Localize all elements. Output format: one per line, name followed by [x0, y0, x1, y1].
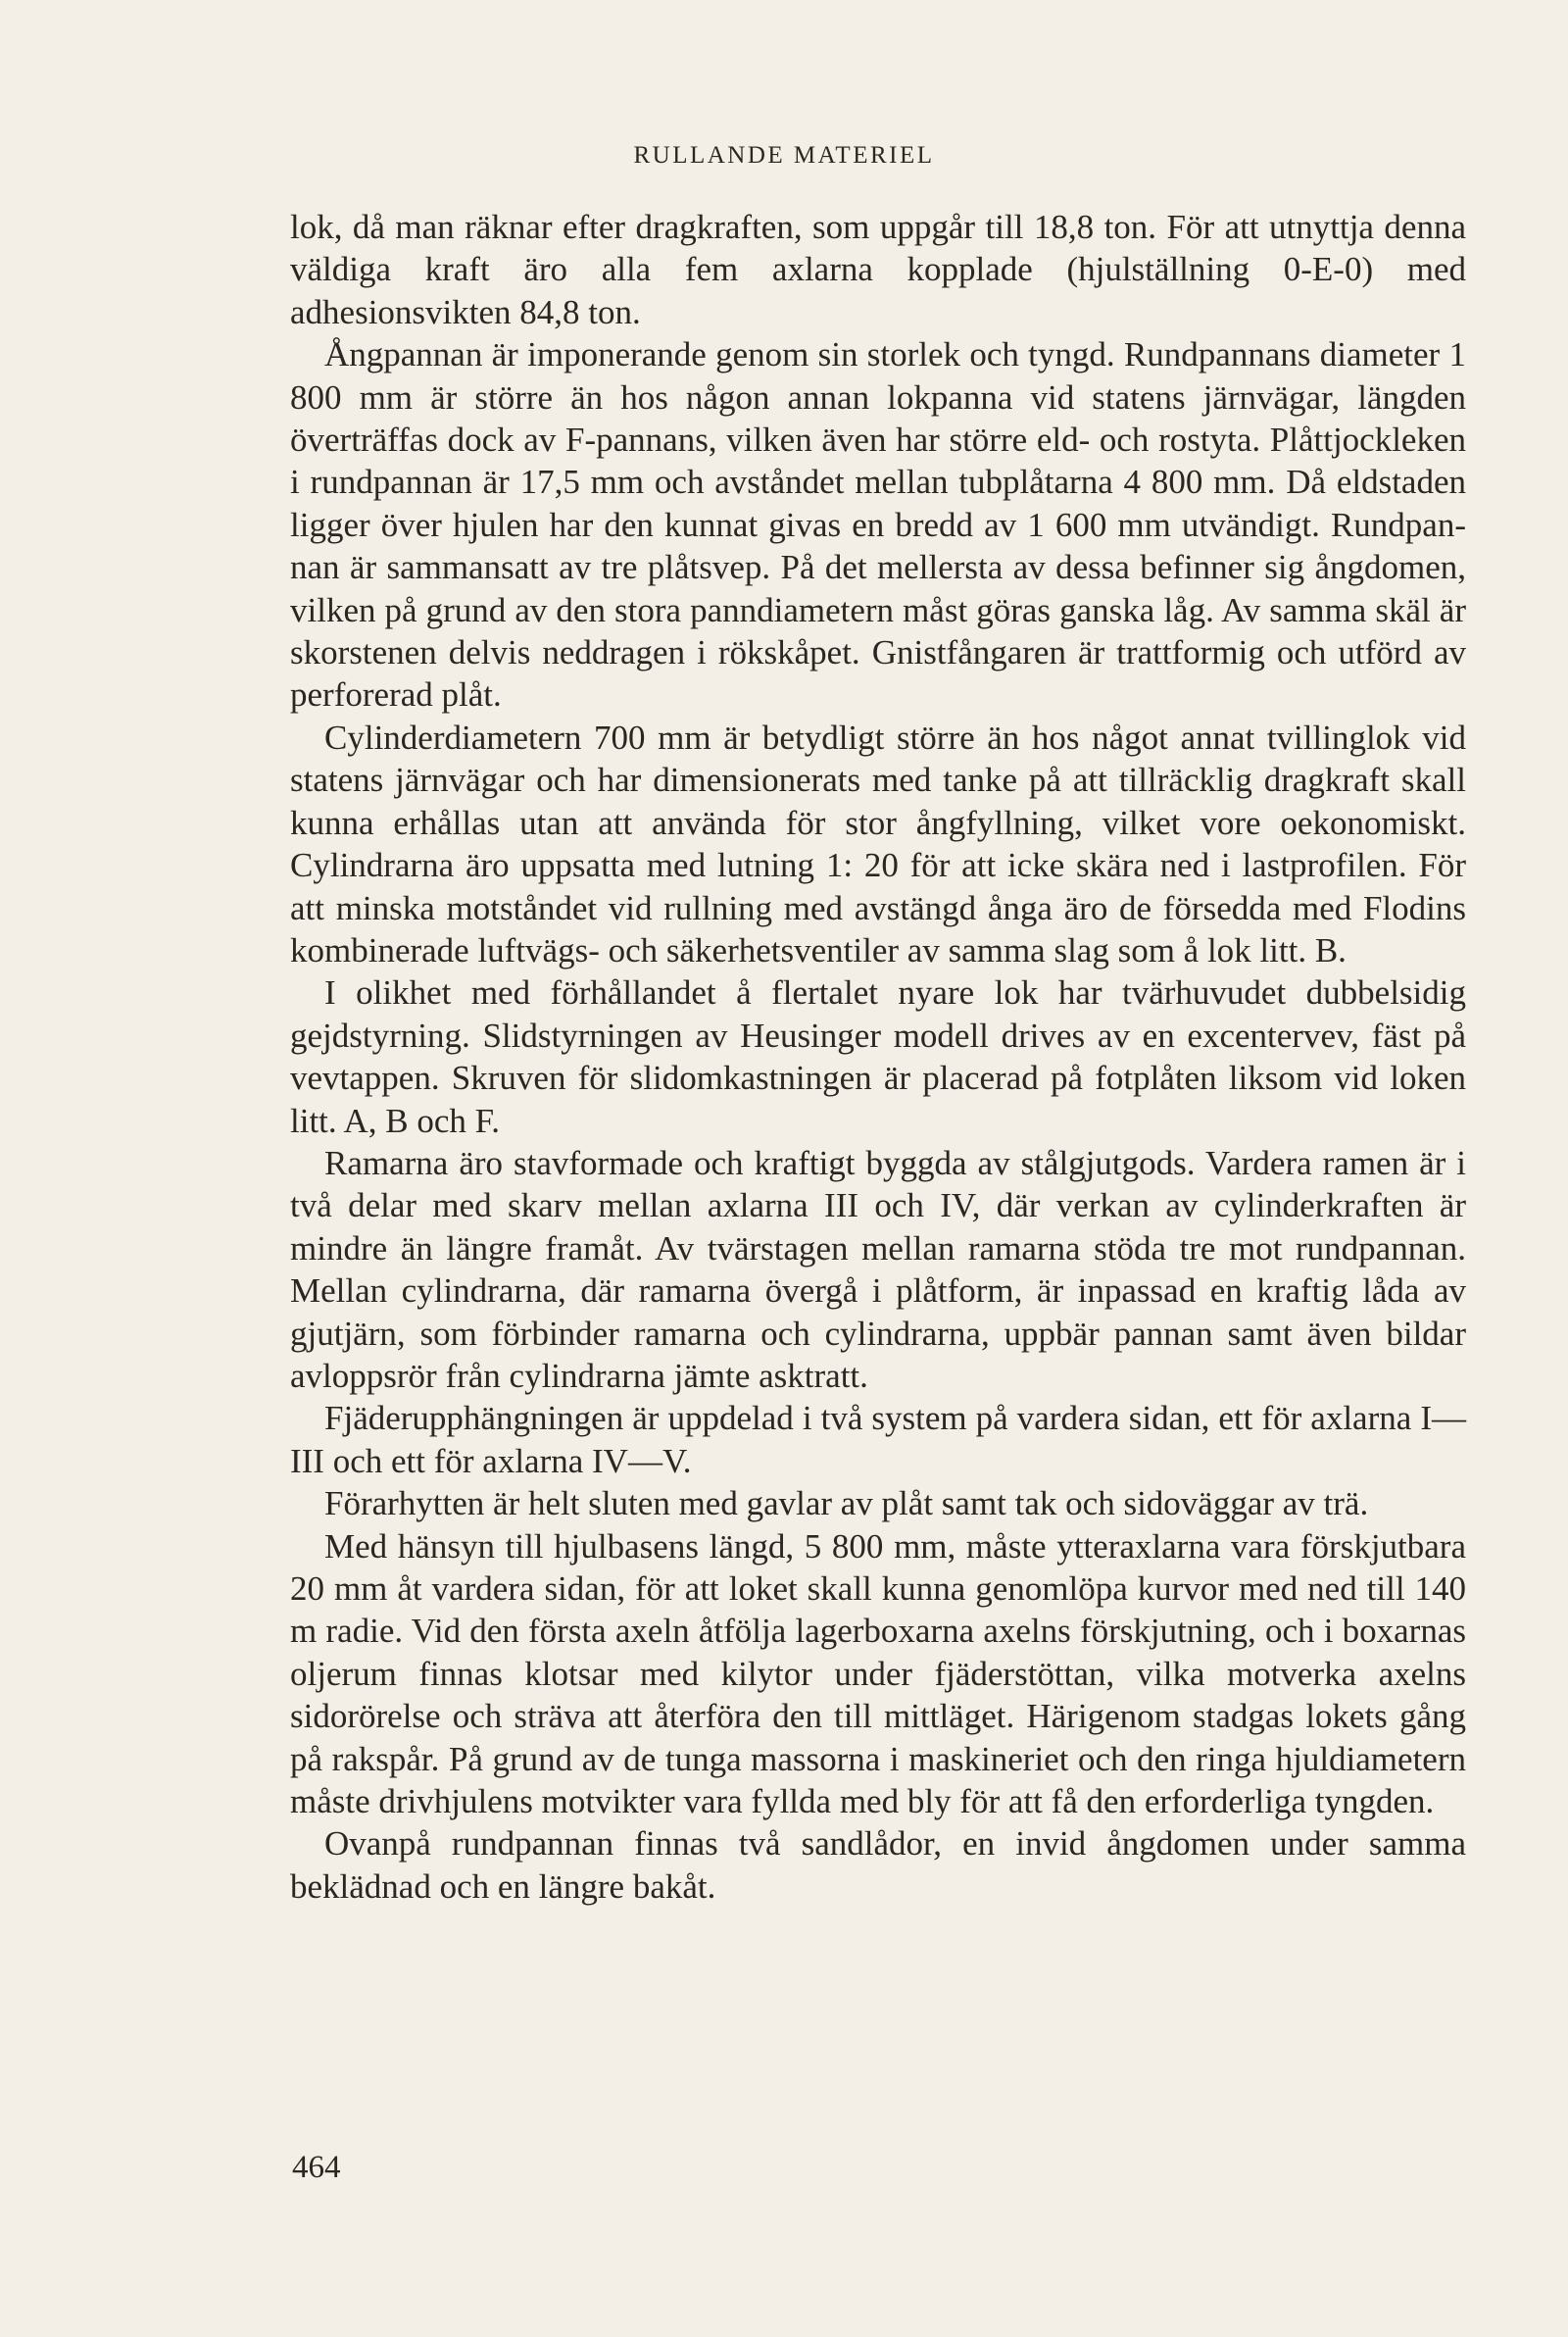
paragraph: Cylinderdiametern 700 mm är betydligt större än hos något annat tvillinglok vid statens järnvägar och har dimensionerats med tanke på att tillräcklig dragkraft skall kunna erhållas utan att använda för stor ångfyllning, vilket vore oekonomiskt. Cylindrarna äro uppsatta med lutning 1: 20 för att icke skära ned i lastprofilen. För att minska motståndet vid rullning med avstängd ånga äro de försedda med Flodins kombinerade luftvägs- och säkerhetsventiler av samma slag som å lok litt. B. [290, 718, 1466, 970]
paragraph: Ramarna äro stavformade och kraftigt byggda av stålgjutgods. Vardera ramen är i två delar med skarv mellan axlarna III och IV, där verkan av cylinderkraften är mindre än längre framåt. Av tvärstagen mellan ramarna stöda tre mot rundpannan. Mellan cylindrarna, där ramarna övergå i plåtform, är inpassad en kraftig låda av gjutjärn, som förbinder ramarna och cylindrarna, uppbär pannan samt även bildar avloppsrör från cylindrarna jämte asktratt. [290, 1143, 1466, 1395]
running-head: RULLANDE MATERIEL [633, 142, 935, 169]
paragraph: Ovanpå rundpannan finnas två sandlådor, en invid ångdomen under samma beklädnad och en längre bakåt. [290, 1824, 1466, 1906]
paragraph: I olikhet med förhållandet å flertalet nyare lok har tvärhuvudet dubbelsidig gejdstyrning. Slidstyrningen av Heusinger modell drives av en excentervev, fäst på vevtappen. Skruven för slidomkastningen är placerad på fotplåten liksom vid loken litt. A, B och F. [290, 973, 1466, 1140]
paragraph: Med hänsyn till hjulbasens längd, 5 800 mm, måste ytteraxlarna vara förskjutbara 20 mm åt vardera sidan, för att loket skall kunna genomlöpa kurvor med ned till 140 m radie. Vid den första axeln åtfölja lagerboxarna axelns förskjutning, och i boxarnas oljerum finnas klotsar med kilytor under fjäderstöttan, vilka motverka axelns sidorörelse och sträva att återföra den till mittläget. Härigenom stadgas lokets gång på rakspår. På grund av de tunga massorna i maskineriet och den ringa hjuldiametern måste drivhjulens motvikter vara fyllda med bly för att få den erforderliga tyngden. [290, 1526, 1466, 1821]
body-text [290, 206, 1466, 1908]
paragraph: Fjäderupphängningen är uppdelad i två system på vardera sidan, ett för axlarna I—III och ett för axlarna IV—V. [290, 1399, 1466, 1480]
paragraph: lok, då man räknar efter dragkraften, som uppgår till 18,8 ton. För att utnyttja denna väldiga kraft äro alla fem axlarna kopplade (hjulställning 0-E-0) med adhesionsvikten 84,8 ton. [290, 208, 1466, 331]
paragraph: Förarhytten är helt sluten med gavlar av plåt samt tak och sidoväggar av trä. [324, 1484, 1369, 1523]
page-number: 464 [292, 2150, 341, 2185]
paragraph: Ångpannan är imponerande genom sin storlek och tyngd. Rundpannans diameter 1 800 mm är större än hos någon annan lokpanna vid statens järnvägar, längden överträffas dock av F-pannans, vilken även har större eld- och rostyta. Plåttjockleken i rundpannan är 17,5 mm och avståndet mellan tubplåtarna 4 800 mm. Då eldstaden ligger över hjulen har den kunnat givas en bredd av 1 600 mm utvändigt. Rundpannan är sammansatt av tre plåtsvep. På det mellersta av dessa befinner sig ångdomen, vilken på grund av den stora panndiametern måst göras ganska låg. Av samma skäl är skorstenen delvis neddragen i rökskåpet. Gnistfångaren är trattformig och utförd av perforerad plåt. [290, 335, 1466, 715]
